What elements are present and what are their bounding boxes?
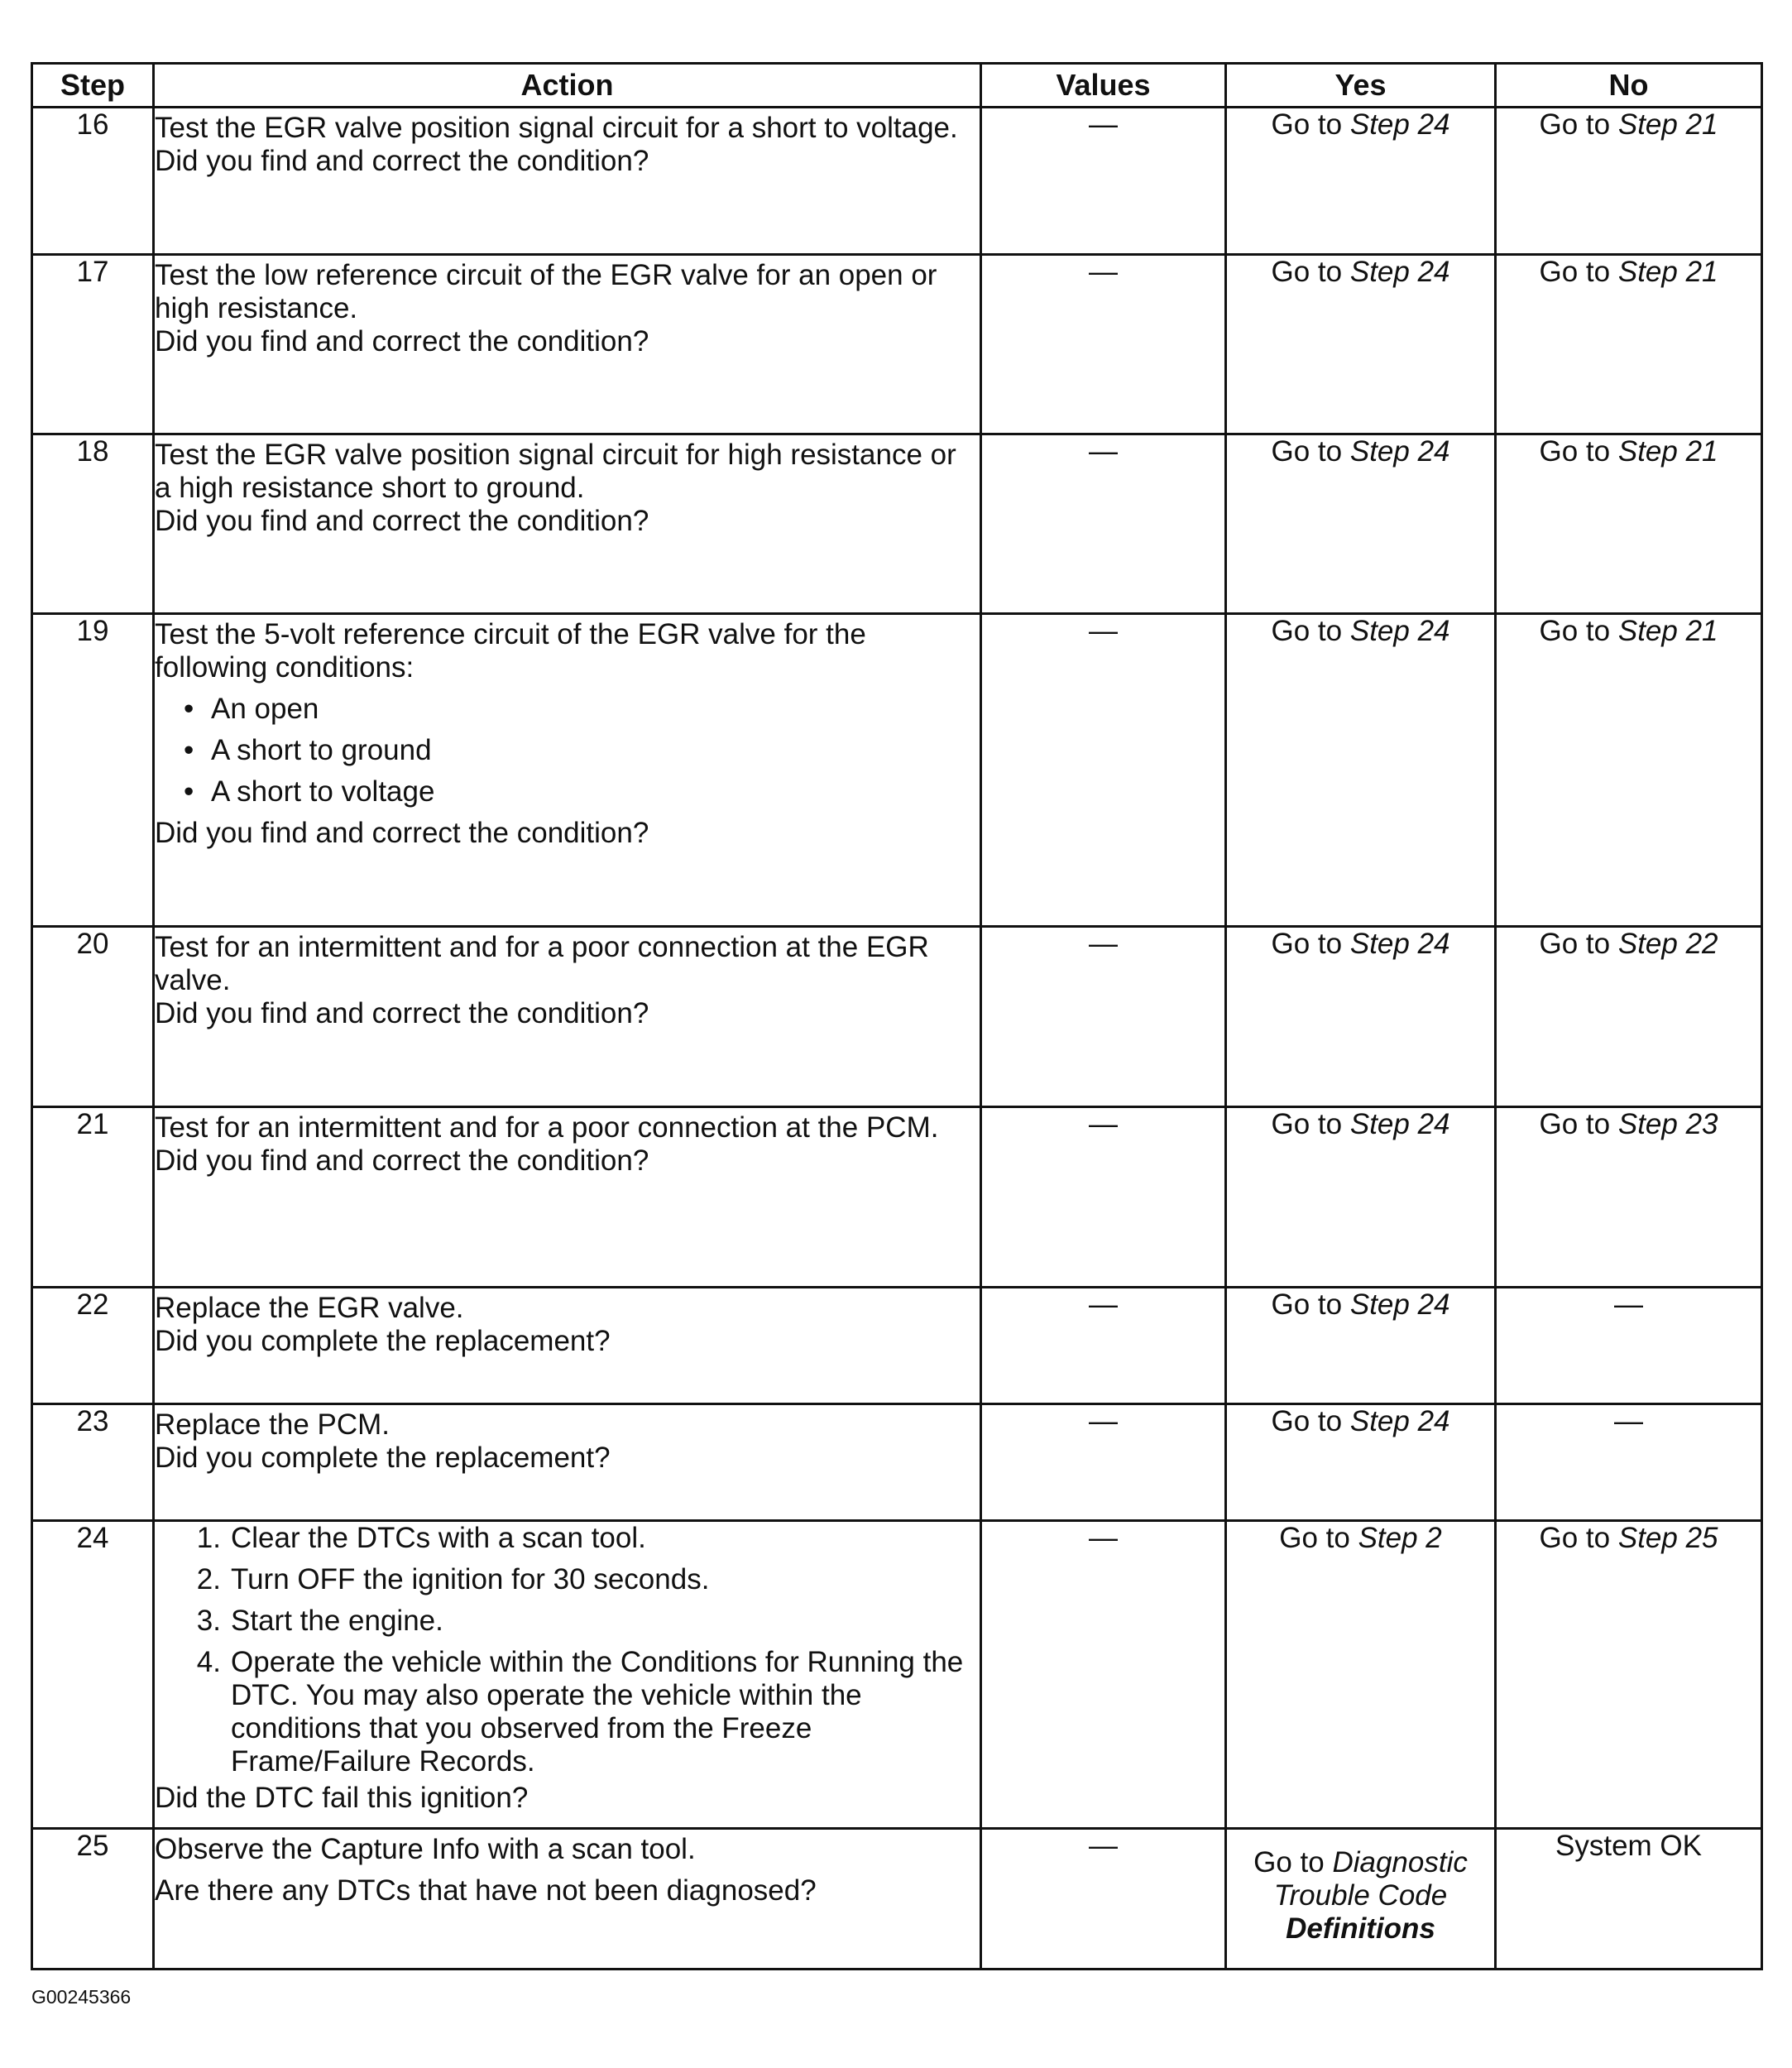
table-row (32, 1107, 1762, 1288)
values-cell: — (981, 1107, 1226, 1288)
action-text: Test the low reference circuit of the EGR valve for an open or high resistance. (155, 259, 937, 324)
no-cell: Go to Step 21 (1496, 614, 1762, 927)
action-text: Test the EGR valve position signal circuit for a short to voltage. (155, 112, 958, 144)
action-text: Test for an intermittent and for a poor connection at the EGR valve. (155, 931, 929, 996)
no-cell: System OK (1496, 1829, 1762, 1970)
action-cell (154, 108, 981, 255)
no-step-ref[interactable]: Step 21 (1617, 435, 1718, 468)
yes-step-ref[interactable]: Step 24 (1349, 435, 1450, 468)
action-cell (154, 1404, 981, 1521)
yes-cell: Go to Step 24 (1226, 1107, 1496, 1288)
values-cell: — (981, 255, 1226, 434)
yes-cell: Go to Step 2 (1226, 1521, 1496, 1829)
table-row (32, 434, 1762, 614)
action-text: Test the EGR valve position signal circuit for high resistance or a high resistance short to ground. (155, 439, 956, 504)
procedure-item: 4. Operate the vehicle within the Conditions for Running the DTC. You may also operate the vehicle within the conditions that you observed from the Freeze Frame/Failure Records. (196, 1646, 964, 1778)
question-text: Did you find and correct the condition? (155, 145, 649, 177)
yes-cell: Go to Step 24 (1226, 434, 1496, 614)
step-number: 24 (32, 1521, 154, 1829)
condition-item: • A short to ground (155, 734, 980, 767)
action-cell (154, 434, 981, 614)
header-step: Step (32, 64, 154, 108)
question-text: Did you find and correct the condition? (155, 817, 649, 849)
step-number: 25 (32, 1829, 154, 1970)
action-text: Replace the PCM. (155, 1408, 391, 1441)
image-code: G00245366 (31, 1986, 132, 2008)
yes-step-ref[interactable]: Step 24 (1349, 1405, 1450, 1437)
yes-cell: Go to Step 24 (1226, 614, 1496, 927)
step-number: 20 (32, 927, 154, 1107)
question-text: Did you complete the replacement? (155, 1325, 611, 1357)
no-step-ref[interactable]: Step 21 (1617, 256, 1718, 288)
yes-step-ref[interactable]: Step 24 (1349, 615, 1450, 647)
values-cell: — (981, 1404, 1226, 1521)
yes-step-ref[interactable]: Step 24 (1349, 1288, 1450, 1321)
diagnostic-table (31, 62, 1763, 1970)
procedure-item: 1. Clear the DTCs with a scan tool. (196, 1522, 646, 1554)
action-text: Replace the EGR valve. (155, 1292, 464, 1324)
yes-ref-definitions[interactable]: Definitions (1286, 1912, 1435, 1945)
table-row (32, 1404, 1762, 1521)
action-text: Test the 5-volt reference circuit of the EGR valve for the following conditions: (155, 618, 866, 684)
values-cell: — (981, 108, 1226, 255)
no-step-ref[interactable]: Step 23 (1617, 1108, 1718, 1140)
yes-step-ref[interactable]: Step 24 (1349, 108, 1450, 141)
values-cell: — (981, 927, 1226, 1107)
table-row (32, 614, 1762, 927)
no-cell: Go to Step 25 (1496, 1521, 1762, 1829)
procedure-item: 3. Start the engine. (196, 1605, 443, 1637)
yes-cell: Go to Step 24 (1226, 108, 1496, 255)
yes-ref-trouble-code[interactable]: Trouble Code (1273, 1879, 1448, 1912)
header-action: Action (154, 64, 981, 108)
step-number: 23 (32, 1404, 154, 1521)
action-cell (154, 1521, 981, 1829)
no-cell: Go to Step 21 (1496, 434, 1762, 614)
no-cell: — (1496, 1288, 1762, 1404)
condition-item: • An open (155, 693, 980, 726)
values-cell: — (981, 614, 1226, 927)
table-row (32, 1288, 1762, 1404)
yes-step-ref[interactable]: Step 24 (1349, 256, 1450, 288)
condition-item: • A short to voltage (155, 775, 980, 808)
values-cell: — (981, 1829, 1226, 1970)
yes-step-ref[interactable]: Step 2 (1358, 1522, 1442, 1554)
step-number: 19 (32, 614, 154, 927)
no-cell: Go to Step 22 (1496, 927, 1762, 1107)
yes-step-ref[interactable]: Step 24 (1349, 928, 1450, 960)
yes-cell: Go to Step 24 (1226, 1288, 1496, 1404)
header-yes: Yes (1226, 64, 1496, 108)
values-cell: — (981, 1288, 1226, 1404)
action-cell (154, 1288, 981, 1404)
action-cell (154, 614, 981, 927)
procedure-item: 2. Turn OFF the ignition for 30 seconds. (196, 1563, 710, 1595)
no-cell: Go to Step 23 (1496, 1107, 1762, 1288)
yes-cell: Go to Step 24 (1226, 255, 1496, 434)
condition-list (155, 693, 980, 808)
no-step-ref[interactable]: Step 22 (1617, 928, 1718, 960)
action-cell (154, 1107, 981, 1288)
header-values: Values (981, 64, 1226, 108)
question-text: Are there any DTCs that have not been diagnosed? (155, 1874, 817, 1907)
action-text: Observe the Capture Info with a scan tool. (155, 1833, 696, 1865)
table-row (32, 108, 1762, 255)
table-row (32, 1521, 1762, 1829)
values-cell: — (981, 434, 1226, 614)
yes-cell: Go to Step 24 (1226, 927, 1496, 1107)
question-text: Did you find and correct the condition? (155, 1144, 649, 1177)
no-step-ref[interactable]: Step 21 (1617, 108, 1718, 141)
step-number: 18 (32, 434, 154, 614)
step-number: 21 (32, 1107, 154, 1288)
question-text: Did you find and correct the condition? (155, 505, 649, 537)
no-step-ref[interactable]: Step 21 (1617, 615, 1718, 647)
header-no: No (1496, 64, 1762, 108)
yes-cell: Go to Step 24 (1226, 1404, 1496, 1521)
table-row (32, 927, 1762, 1107)
action-text: Test for an intermittent and for a poor connection at the PCM. (155, 1111, 939, 1144)
action-cell (154, 255, 981, 434)
values-cell: — (981, 1521, 1226, 1829)
step-number: 22 (32, 1288, 154, 1404)
yes-ref-diagnostic[interactable]: Diagnostic (1332, 1846, 1468, 1878)
question-text: Did you find and correct the condition? (155, 997, 649, 1029)
procedure-list (155, 1522, 980, 1782)
table-header-row (32, 64, 1762, 108)
action-cell (154, 927, 981, 1107)
no-cell: — (1496, 1404, 1762, 1521)
no-cell: Go to Step 21 (1496, 108, 1762, 255)
yes-step-ref[interactable]: Step 24 (1349, 1108, 1450, 1140)
step-number: 16 (32, 108, 154, 255)
step-number: 17 (32, 255, 154, 434)
action-cell (154, 1829, 981, 1970)
no-cell: Go to Step 21 (1496, 255, 1762, 434)
yes-cell: Go to Diagnostic Trouble Code Definitions (1226, 1829, 1496, 1970)
table-row (32, 255, 1762, 434)
question-text: Did you find and correct the condition? (155, 325, 649, 357)
table-row (32, 1829, 1762, 1970)
question-text: Did the DTC fail this ignition? (155, 1782, 529, 1814)
no-step-ref[interactable]: Step 25 (1617, 1522, 1718, 1554)
question-text: Did you complete the replacement? (155, 1442, 611, 1474)
